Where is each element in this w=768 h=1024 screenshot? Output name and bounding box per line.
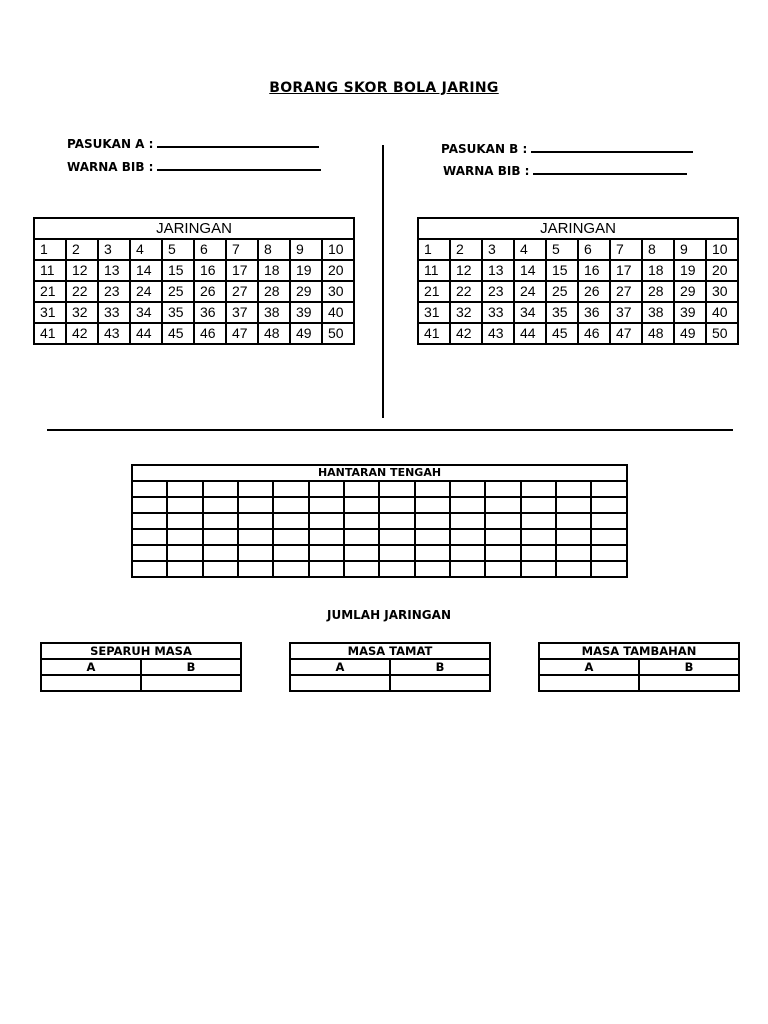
summary-header: SEPARUH MASA bbox=[41, 643, 241, 659]
score-cell[interactable]: 18 bbox=[258, 260, 290, 281]
score-cell[interactable]: 31 bbox=[34, 302, 66, 323]
score-cell[interactable]: 45 bbox=[162, 323, 194, 344]
grid-cell[interactable] bbox=[132, 529, 167, 545]
grid-cell[interactable] bbox=[379, 529, 414, 545]
grid-cell[interactable] bbox=[132, 497, 167, 513]
grid-cell[interactable] bbox=[450, 481, 485, 497]
score-cell[interactable]: 14 bbox=[514, 260, 546, 281]
grid-cell[interactable] bbox=[556, 497, 591, 513]
score-cell[interactable]: 37 bbox=[226, 302, 258, 323]
grid-cell[interactable] bbox=[203, 497, 238, 513]
summary-header: MASA TAMAT bbox=[290, 643, 490, 659]
score-cell[interactable]: 34 bbox=[514, 302, 546, 323]
grid-cell[interactable] bbox=[203, 529, 238, 545]
masa-tamat-table bbox=[289, 642, 491, 692]
grid-cell[interactable] bbox=[450, 513, 485, 529]
score-cell[interactable]: 41 bbox=[34, 323, 66, 344]
grid-cell[interactable] bbox=[591, 513, 627, 529]
score-cell[interactable]: 30 bbox=[322, 281, 354, 302]
grid-cell[interactable] bbox=[238, 545, 273, 561]
score-cell[interactable]: 36 bbox=[578, 302, 610, 323]
score-cell[interactable]: 17 bbox=[226, 260, 258, 281]
score-cell[interactable]: 50 bbox=[322, 323, 354, 344]
jaringan-header: JARINGAN bbox=[418, 218, 738, 239]
score-cell[interactable]: 49 bbox=[674, 323, 706, 344]
score-cell[interactable]: 47 bbox=[226, 323, 258, 344]
masa-tambahan-table bbox=[538, 642, 740, 692]
grid-cell[interactable] bbox=[167, 545, 202, 561]
grid-cell[interactable] bbox=[485, 497, 520, 513]
grid-cell[interactable] bbox=[167, 513, 202, 529]
grid-cell[interactable] bbox=[344, 529, 379, 545]
table-row bbox=[539, 675, 739, 691]
table-row bbox=[418, 302, 738, 323]
score-cell[interactable]: 6 bbox=[194, 239, 226, 260]
col-a-label: A bbox=[539, 659, 639, 675]
score-cell[interactable]: 47 bbox=[610, 323, 642, 344]
grid-cell[interactable] bbox=[132, 481, 167, 497]
grid-cell[interactable] bbox=[273, 513, 308, 529]
score-cell[interactable]: 10 bbox=[322, 239, 354, 260]
team-b-bib-field[interactable] bbox=[443, 161, 687, 178]
table-row bbox=[132, 513, 627, 529]
grid-cell[interactable] bbox=[415, 513, 450, 529]
grid-cell[interactable] bbox=[309, 561, 344, 577]
table-row bbox=[41, 659, 241, 675]
score-cell[interactable]: 20 bbox=[322, 260, 354, 281]
table-row bbox=[132, 561, 627, 577]
score-cell[interactable]: 30 bbox=[706, 281, 738, 302]
table-row bbox=[418, 281, 738, 302]
grid-cell[interactable] bbox=[203, 561, 238, 577]
score-cell[interactable]: 2 bbox=[450, 239, 482, 260]
table-row bbox=[34, 281, 354, 302]
score-cell[interactable]: 37 bbox=[610, 302, 642, 323]
grid-cell[interactable] bbox=[238, 513, 273, 529]
table-row bbox=[539, 659, 739, 675]
score-cell[interactable]: 38 bbox=[642, 302, 674, 323]
score-cell[interactable]: 5 bbox=[546, 239, 578, 260]
jaringan-header: JARINGAN bbox=[34, 218, 354, 239]
score-cell[interactable]: 15 bbox=[162, 260, 194, 281]
hantaran-tengah-table bbox=[131, 464, 628, 578]
score-cell[interactable]: 22 bbox=[450, 281, 482, 302]
grid-cell[interactable] bbox=[485, 529, 520, 545]
grid-cell[interactable] bbox=[485, 481, 520, 497]
score-b-cell[interactable] bbox=[390, 675, 490, 691]
team-b-name-line[interactable] bbox=[531, 139, 693, 153]
score-cell[interactable]: 26 bbox=[578, 281, 610, 302]
score-cell[interactable]: 32 bbox=[66, 302, 98, 323]
grid-cell[interactable] bbox=[132, 561, 167, 577]
score-cell[interactable]: 29 bbox=[674, 281, 706, 302]
grid-cell[interactable] bbox=[309, 497, 344, 513]
table-row bbox=[41, 675, 241, 691]
grid-cell[interactable] bbox=[485, 513, 520, 529]
score-cell[interactable]: 46 bbox=[578, 323, 610, 344]
score-cell[interactable]: 11 bbox=[418, 260, 450, 281]
score-cell[interactable]: 29 bbox=[290, 281, 322, 302]
grid-cell[interactable] bbox=[309, 513, 344, 529]
grid-cell[interactable] bbox=[556, 529, 591, 545]
grid-cell[interactable] bbox=[591, 545, 627, 561]
score-cell[interactable]: 27 bbox=[226, 281, 258, 302]
grid-cell[interactable] bbox=[273, 545, 308, 561]
score-cell[interactable]: 15 bbox=[546, 260, 578, 281]
score-cell[interactable]: 1 bbox=[418, 239, 450, 260]
score-cell[interactable]: 25 bbox=[162, 281, 194, 302]
grid-cell[interactable] bbox=[591, 529, 627, 545]
grid-cell[interactable] bbox=[521, 497, 556, 513]
grid-cell[interactable] bbox=[344, 481, 379, 497]
jaringan-table-team-a bbox=[33, 217, 355, 345]
table-row bbox=[418, 323, 738, 344]
separuh-masa-table bbox=[40, 642, 242, 692]
grid-cell[interactable] bbox=[344, 561, 379, 577]
score-cell[interactable]: 13 bbox=[98, 260, 130, 281]
grid-cell[interactable] bbox=[591, 481, 627, 497]
table-row bbox=[290, 659, 490, 675]
score-cell[interactable]: 42 bbox=[66, 323, 98, 344]
col-b-label: B bbox=[141, 659, 241, 675]
score-cell[interactable]: 12 bbox=[66, 260, 98, 281]
grid-cell[interactable] bbox=[591, 561, 627, 577]
score-cell[interactable]: 34 bbox=[130, 302, 162, 323]
team-a-bib-line[interactable] bbox=[157, 157, 321, 171]
score-cell[interactable]: 28 bbox=[258, 281, 290, 302]
grid-cell[interactable] bbox=[238, 529, 273, 545]
score-cell[interactable]: 31 bbox=[418, 302, 450, 323]
score-cell[interactable]: 39 bbox=[290, 302, 322, 323]
grid-cell[interactable] bbox=[203, 513, 238, 529]
horizontal-divider bbox=[47, 429, 733, 431]
score-cell[interactable]: 36 bbox=[194, 302, 226, 323]
score-cell[interactable]: 46 bbox=[194, 323, 226, 344]
grid-cell[interactable] bbox=[379, 513, 414, 529]
score-cell[interactable]: 44 bbox=[130, 323, 162, 344]
score-cell[interactable]: 21 bbox=[418, 281, 450, 302]
jumlah-jaringan-heading: JUMLAH JARINGAN bbox=[327, 608, 451, 622]
grid-cell[interactable] bbox=[167, 481, 202, 497]
col-b-label: B bbox=[639, 659, 739, 675]
score-cell[interactable]: 3 bbox=[482, 239, 514, 260]
col-a-label: A bbox=[290, 659, 390, 675]
table-row bbox=[34, 260, 354, 281]
score-cell[interactable]: 16 bbox=[578, 260, 610, 281]
hantaran-tengah-header: HANTARAN TENGAH bbox=[132, 465, 627, 481]
grid-cell[interactable] bbox=[132, 513, 167, 529]
grid-cell[interactable] bbox=[450, 545, 485, 561]
score-cell[interactable]: 10 bbox=[706, 239, 738, 260]
score-cell[interactable]: 28 bbox=[642, 281, 674, 302]
score-cell[interactable]: 25 bbox=[546, 281, 578, 302]
score-cell[interactable]: 8 bbox=[258, 239, 290, 260]
score-cell[interactable]: 38 bbox=[258, 302, 290, 323]
score-cell[interactable]: 20 bbox=[706, 260, 738, 281]
team-a-name-field[interactable] bbox=[67, 134, 319, 151]
grid-cell[interactable] bbox=[379, 481, 414, 497]
score-cell[interactable]: 19 bbox=[290, 260, 322, 281]
grid-cell[interactable] bbox=[309, 481, 344, 497]
score-cell[interactable]: 41 bbox=[418, 323, 450, 344]
score-cell[interactable]: 35 bbox=[546, 302, 578, 323]
score-cell[interactable]: 40 bbox=[706, 302, 738, 323]
score-cell[interactable]: 45 bbox=[546, 323, 578, 344]
score-a-cell[interactable] bbox=[290, 675, 390, 691]
grid-cell[interactable] bbox=[556, 481, 591, 497]
team-b-name-field[interactable] bbox=[441, 139, 693, 156]
score-b-cell[interactable] bbox=[141, 675, 241, 691]
score-cell[interactable]: 5 bbox=[162, 239, 194, 260]
grid-cell[interactable] bbox=[450, 529, 485, 545]
grid-cell[interactable] bbox=[203, 545, 238, 561]
grid-cell[interactable] bbox=[556, 513, 591, 529]
score-cell[interactable]: 13 bbox=[482, 260, 514, 281]
score-cell[interactable]: 32 bbox=[450, 302, 482, 323]
score-cell[interactable]: 1 bbox=[34, 239, 66, 260]
score-cell[interactable]: 11 bbox=[34, 260, 66, 281]
score-cell[interactable]: 9 bbox=[290, 239, 322, 260]
score-cell[interactable]: 2 bbox=[66, 239, 98, 260]
grid-cell[interactable] bbox=[591, 497, 627, 513]
grid-cell[interactable] bbox=[273, 561, 308, 577]
grid-cell[interactable] bbox=[167, 497, 202, 513]
score-cell[interactable]: 40 bbox=[322, 302, 354, 323]
table-row bbox=[418, 260, 738, 281]
score-cell[interactable]: 42 bbox=[450, 323, 482, 344]
score-cell[interactable]: 39 bbox=[674, 302, 706, 323]
team-a-bib-field[interactable] bbox=[67, 157, 321, 174]
grid-cell[interactable] bbox=[556, 545, 591, 561]
score-cell[interactable]: 48 bbox=[642, 323, 674, 344]
score-cell[interactable]: 22 bbox=[66, 281, 98, 302]
grid-cell[interactable] bbox=[521, 529, 556, 545]
grid-cell[interactable] bbox=[238, 561, 273, 577]
score-cell[interactable]: 44 bbox=[514, 323, 546, 344]
grid-cell[interactable] bbox=[344, 513, 379, 529]
grid-cell[interactable] bbox=[273, 481, 308, 497]
grid-cell[interactable] bbox=[415, 481, 450, 497]
score-b-cell[interactable] bbox=[639, 675, 739, 691]
score-cell[interactable]: 8 bbox=[642, 239, 674, 260]
score-cell[interactable]: 50 bbox=[706, 323, 738, 344]
score-cell[interactable]: 18 bbox=[642, 260, 674, 281]
grid-cell[interactable] bbox=[344, 545, 379, 561]
team-a-name-label: PASUKAN A : bbox=[67, 137, 154, 151]
grid-cell[interactable] bbox=[415, 545, 450, 561]
grid-cell[interactable] bbox=[132, 545, 167, 561]
score-cell[interactable]: 24 bbox=[514, 281, 546, 302]
score-a-cell[interactable] bbox=[41, 675, 141, 691]
grid-cell[interactable] bbox=[485, 561, 520, 577]
grid-cell[interactable] bbox=[379, 545, 414, 561]
grid-cell[interactable] bbox=[167, 561, 202, 577]
score-cell[interactable]: 27 bbox=[610, 281, 642, 302]
score-cell[interactable]: 23 bbox=[482, 281, 514, 302]
grid-cell[interactable] bbox=[273, 497, 308, 513]
team-b-bib-line[interactable] bbox=[533, 161, 687, 175]
page-title: BORANG SKOR BOLA JARING bbox=[269, 80, 499, 96]
score-cell[interactable]: 43 bbox=[482, 323, 514, 344]
score-cell[interactable]: 35 bbox=[162, 302, 194, 323]
grid-cell[interactable] bbox=[309, 529, 344, 545]
grid-cell[interactable] bbox=[309, 545, 344, 561]
vertical-divider bbox=[382, 145, 384, 418]
score-cell[interactable]: 12 bbox=[450, 260, 482, 281]
score-cell[interactable]: 48 bbox=[258, 323, 290, 344]
grid-cell[interactable] bbox=[415, 497, 450, 513]
grid-cell[interactable] bbox=[485, 545, 520, 561]
score-cell[interactable]: 43 bbox=[98, 323, 130, 344]
grid-cell[interactable] bbox=[521, 545, 556, 561]
col-a-label: A bbox=[41, 659, 141, 675]
score-cell[interactable]: 6 bbox=[578, 239, 610, 260]
grid-cell[interactable] bbox=[379, 561, 414, 577]
grid-cell[interactable] bbox=[273, 529, 308, 545]
score-cell[interactable]: 49 bbox=[290, 323, 322, 344]
score-cell[interactable]: 26 bbox=[194, 281, 226, 302]
score-cell[interactable]: 7 bbox=[610, 239, 642, 260]
grid-cell[interactable] bbox=[450, 561, 485, 577]
grid-cell[interactable] bbox=[450, 497, 485, 513]
score-cell[interactable]: 24 bbox=[130, 281, 162, 302]
grid-cell[interactable] bbox=[415, 529, 450, 545]
score-cell[interactable]: 33 bbox=[98, 302, 130, 323]
score-cell[interactable]: 33 bbox=[482, 302, 514, 323]
score-a-cell[interactable] bbox=[539, 675, 639, 691]
table-row bbox=[132, 481, 627, 497]
table-row bbox=[34, 323, 354, 344]
table-row bbox=[34, 239, 354, 260]
grid-cell[interactable] bbox=[167, 529, 202, 545]
grid-cell[interactable] bbox=[521, 481, 556, 497]
table-row bbox=[132, 497, 627, 513]
summary-header: MASA TAMBAHAN bbox=[539, 643, 739, 659]
grid-cell[interactable] bbox=[344, 497, 379, 513]
team-a-bib-label: WARNA BIB : bbox=[67, 160, 154, 174]
team-b-bib-label: WARNA BIB : bbox=[443, 164, 530, 178]
score-cell[interactable]: 4 bbox=[514, 239, 546, 260]
jaringan-table-team-b bbox=[417, 217, 739, 345]
score-cell[interactable]: 19 bbox=[674, 260, 706, 281]
score-cell[interactable]: 23 bbox=[98, 281, 130, 302]
col-b-label: B bbox=[390, 659, 490, 675]
score-cell[interactable]: 7 bbox=[226, 239, 258, 260]
grid-cell[interactable] bbox=[521, 561, 556, 577]
grid-cell[interactable] bbox=[556, 561, 591, 577]
grid-cell[interactable] bbox=[203, 481, 238, 497]
grid-cell[interactable] bbox=[521, 513, 556, 529]
table-row bbox=[290, 675, 490, 691]
score-cell[interactable]: 14 bbox=[130, 260, 162, 281]
grid-cell[interactable] bbox=[379, 497, 414, 513]
table-row bbox=[34, 302, 354, 323]
table-row bbox=[132, 529, 627, 545]
score-cell[interactable]: 4 bbox=[130, 239, 162, 260]
table-row bbox=[418, 239, 738, 260]
grid-cell[interactable] bbox=[238, 481, 273, 497]
score-cell[interactable]: 16 bbox=[194, 260, 226, 281]
score-cell[interactable]: 3 bbox=[98, 239, 130, 260]
score-cell[interactable]: 9 bbox=[674, 239, 706, 260]
grid-cell[interactable] bbox=[415, 561, 450, 577]
table-row bbox=[132, 545, 627, 561]
grid-cell[interactable] bbox=[238, 497, 273, 513]
score-cell[interactable]: 17 bbox=[610, 260, 642, 281]
score-cell[interactable]: 21 bbox=[34, 281, 66, 302]
team-a-name-line[interactable] bbox=[157, 134, 319, 148]
team-b-name-label: PASUKAN B : bbox=[441, 142, 528, 156]
